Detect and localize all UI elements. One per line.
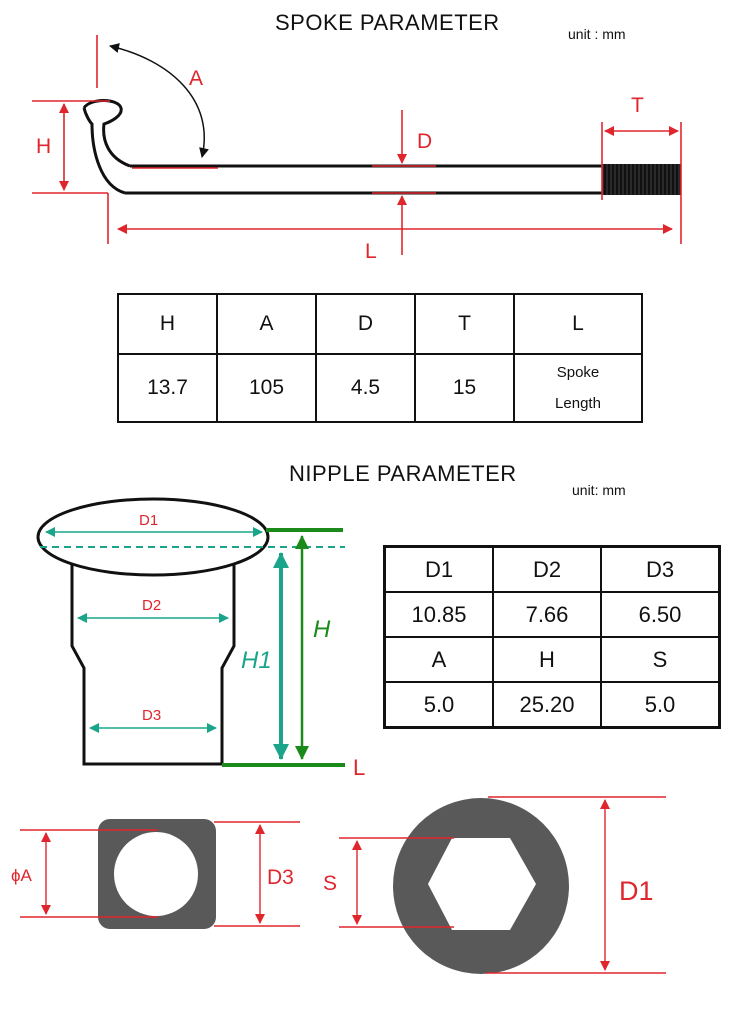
label-h: H (36, 135, 52, 158)
spoke-length-line-2: Length (555, 395, 601, 412)
value-cell: 13.7 (118, 354, 217, 422)
angle-a-arrow (110, 46, 204, 157)
table-cell: 5.0 (385, 682, 494, 728)
table-cell: D1 (385, 547, 494, 593)
value-cell-spoke-length (514, 354, 642, 422)
label-section-d1: D1 (619, 876, 654, 906)
nipple-drawing (38, 499, 345, 764)
label-d2: D2 (142, 597, 162, 614)
table-row (385, 682, 720, 728)
spoke-length-line-1: Spoke (556, 364, 600, 381)
label-l: L (365, 240, 377, 263)
label-d1: D1 (139, 512, 159, 529)
header-cell: A (217, 294, 316, 354)
nipple-parameter-table (383, 545, 721, 729)
table-cell: D3 (601, 547, 720, 593)
header-cell: H (118, 294, 217, 354)
table-row (385, 592, 720, 637)
table-cell: 5.0 (601, 682, 720, 728)
spoke-drawing (84, 101, 681, 196)
spoke-thread (602, 164, 681, 195)
header-cell: T (415, 294, 514, 354)
nipple-title: NIPPLE PARAMETER (289, 461, 517, 486)
nipple-head (38, 499, 268, 575)
label-nipple-l: L (353, 755, 366, 780)
table-cell: 7.66 (493, 592, 601, 637)
nipple-body (72, 560, 234, 764)
spoke-unit: unit : mm (568, 26, 626, 42)
header-cell: L (514, 294, 642, 354)
table-cell: 25.20 (493, 682, 601, 728)
label-d: D (417, 130, 433, 153)
value-cell: 105 (217, 354, 316, 422)
square-section (11, 819, 300, 929)
label-phi-a: ϕA (11, 866, 32, 885)
label-t: T (631, 94, 644, 117)
table-row (385, 547, 720, 593)
label-nipple-h: H (313, 616, 331, 643)
table-cell: S (601, 637, 720, 682)
label-section-d3: D3 (267, 866, 294, 889)
label-a: A (189, 67, 204, 90)
spoke-parameter-table (117, 293, 643, 423)
nipple-unit: unit: mm (572, 482, 626, 498)
table-cell: H (493, 637, 601, 682)
label-s: S (323, 872, 338, 895)
table-cell: D2 (493, 547, 601, 593)
spoke-title: SPOKE PARAMETER (275, 10, 500, 35)
table-cell: A (385, 637, 494, 682)
value-cell: 15 (415, 354, 514, 422)
hex-section (323, 797, 666, 974)
table-cell: 6.50 (601, 592, 720, 637)
value-cell: 4.5 (316, 354, 415, 422)
table-cell: 10.85 (385, 592, 494, 637)
table-row (385, 637, 720, 682)
table-row (118, 354, 642, 422)
spoke-bend (84, 108, 125, 193)
table-header-row (118, 294, 642, 354)
label-d3: D3 (142, 707, 162, 724)
header-cell: D (316, 294, 415, 354)
spoke-dimensions (32, 35, 681, 255)
label-h1: H1 (241, 647, 272, 674)
